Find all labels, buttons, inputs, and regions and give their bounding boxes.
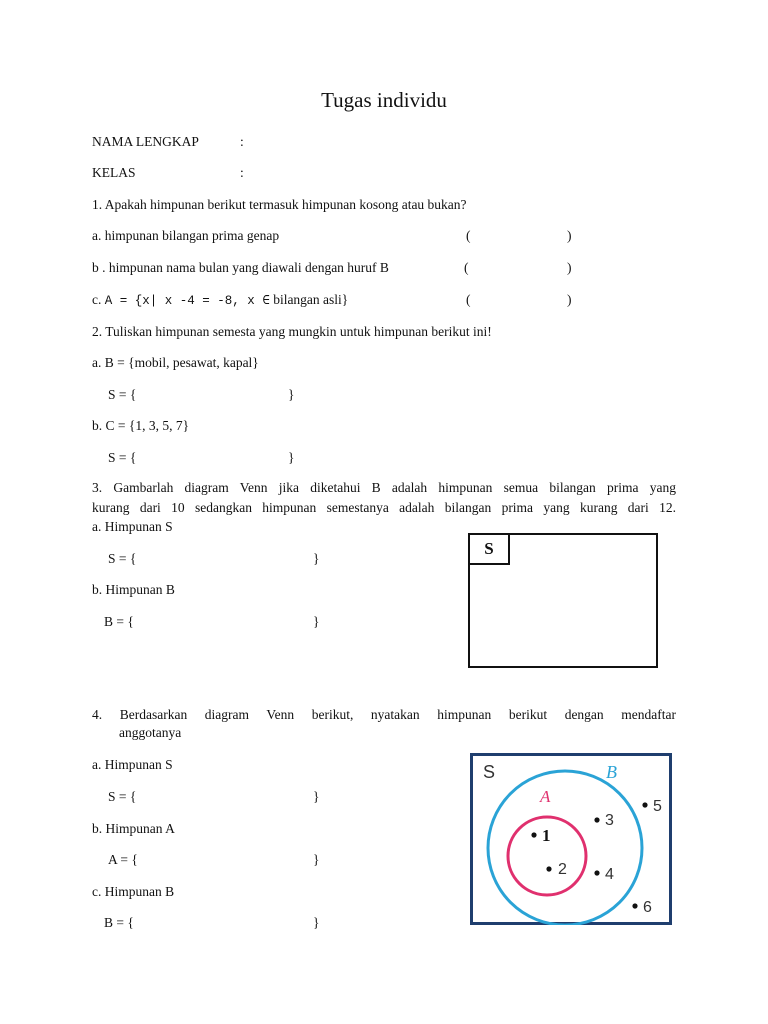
venn-universe-label: S bbox=[483, 762, 496, 782]
name-colon: : bbox=[240, 134, 244, 149]
q1-b-paren-close: ) bbox=[567, 260, 572, 275]
venn-element-2-dot bbox=[546, 866, 551, 871]
venn-element-1: 1 bbox=[542, 826, 551, 845]
q4-s-close: } bbox=[313, 789, 320, 804]
q4-c-label: c. Himpunan B bbox=[92, 884, 175, 899]
q4-b-label: b. Himpunan A bbox=[92, 821, 175, 836]
q4-line-1: 4. Berdasarkan diagram Venn berikut, nyatakan himpunan berikut dengan mendaftar bbox=[92, 707, 676, 722]
q1-text: 1. Apakah himpunan berikut termasuk himpunan kosong atau bukan? bbox=[92, 197, 467, 212]
q1-c-paren-close: ) bbox=[567, 292, 572, 307]
q1-item-b: b . himpunan nama bulan yang diawali dengan huruf B bbox=[92, 260, 389, 275]
q3-universe-label: S bbox=[484, 539, 494, 558]
q1-c-prefix: c. bbox=[92, 292, 105, 307]
q3-universe-tab bbox=[470, 535, 510, 565]
venn-element-1-dot bbox=[531, 832, 536, 837]
q4-b-close: } bbox=[313, 915, 320, 930]
venn-set-b-label: B bbox=[606, 762, 617, 782]
venn-element-3: 3 bbox=[605, 812, 614, 829]
venn-element-5-dot bbox=[642, 802, 647, 807]
venn-element-4-dot bbox=[594, 870, 599, 875]
q3-s-open: S = { bbox=[108, 551, 137, 566]
venn-element-6: 6 bbox=[643, 899, 652, 916]
page-title: Tugas individu bbox=[321, 88, 447, 112]
q4-line-2: anggotanya bbox=[119, 725, 182, 740]
venn-element-5: 5 bbox=[653, 798, 662, 815]
q4-a-label: a. Himpunan S bbox=[92, 757, 173, 772]
class-colon: : bbox=[240, 165, 244, 180]
venn-element-6-dot bbox=[632, 903, 637, 908]
q2-item-a: a. B = {mobil, pesawat, kapal} bbox=[92, 355, 259, 370]
q1-c-suffix: bilangan asli} bbox=[269, 292, 349, 307]
q3-b-label: b. Himpunan B bbox=[92, 582, 175, 597]
q3-a-label: a. Himpunan S bbox=[92, 519, 173, 534]
q1-item-c bbox=[92, 291, 348, 310]
q4-s-open: S = { bbox=[108, 789, 137, 804]
q4-a-close: } bbox=[313, 852, 320, 867]
q3-line-1: 3. Gambarlah diagram Venn jika diketahui B adalah himpunan semua bilangan prima yang bbox=[92, 480, 676, 495]
venn-element-3-dot bbox=[594, 817, 599, 822]
q1-a-paren-open: ( bbox=[466, 228, 471, 243]
q4-b-open: B = { bbox=[104, 915, 134, 930]
name-label: NAMA LENGKAP bbox=[92, 134, 199, 149]
class-label: KELAS bbox=[92, 165, 136, 180]
q2-text: 2. Tuliskan himpunan semesta yang mungkin untuk himpunan berikut ini! bbox=[92, 324, 492, 339]
q2-a-s-open: S = { bbox=[108, 387, 137, 402]
venn-element-2: 2 bbox=[558, 861, 567, 878]
q3-s-close: } bbox=[313, 551, 320, 566]
q2-b-s-close: } bbox=[288, 450, 295, 465]
q4-venn-diagram bbox=[470, 753, 672, 925]
venn-element-4: 4 bbox=[605, 866, 614, 883]
q1-a-paren-close: ) bbox=[567, 228, 572, 243]
q3-line-2: kurang dari 10 sedangkan himpunan semestanya adalah bilangan prima yang kurang dari 12. bbox=[92, 500, 676, 515]
q2-b-s-open: S = { bbox=[108, 450, 137, 465]
q3-b-close: } bbox=[313, 614, 320, 629]
q3-venn-answer-box bbox=[468, 533, 658, 668]
q2-item-b: b. C = {1, 3, 5, 7} bbox=[92, 418, 190, 433]
q2-a-s-close: } bbox=[288, 387, 295, 402]
q1-item-a: a. himpunan bilangan prima genap bbox=[92, 228, 280, 243]
q1-b-paren-open: ( bbox=[464, 260, 469, 275]
q3-b-open: B = { bbox=[104, 614, 134, 629]
q1-c-paren-open: ( bbox=[466, 292, 471, 307]
q4-a-open: A = { bbox=[108, 852, 138, 867]
q1-c-set: A = {x| x -4 = -8, x ∈ bbox=[104, 294, 270, 308]
venn-set-a-label: A bbox=[540, 787, 551, 806]
